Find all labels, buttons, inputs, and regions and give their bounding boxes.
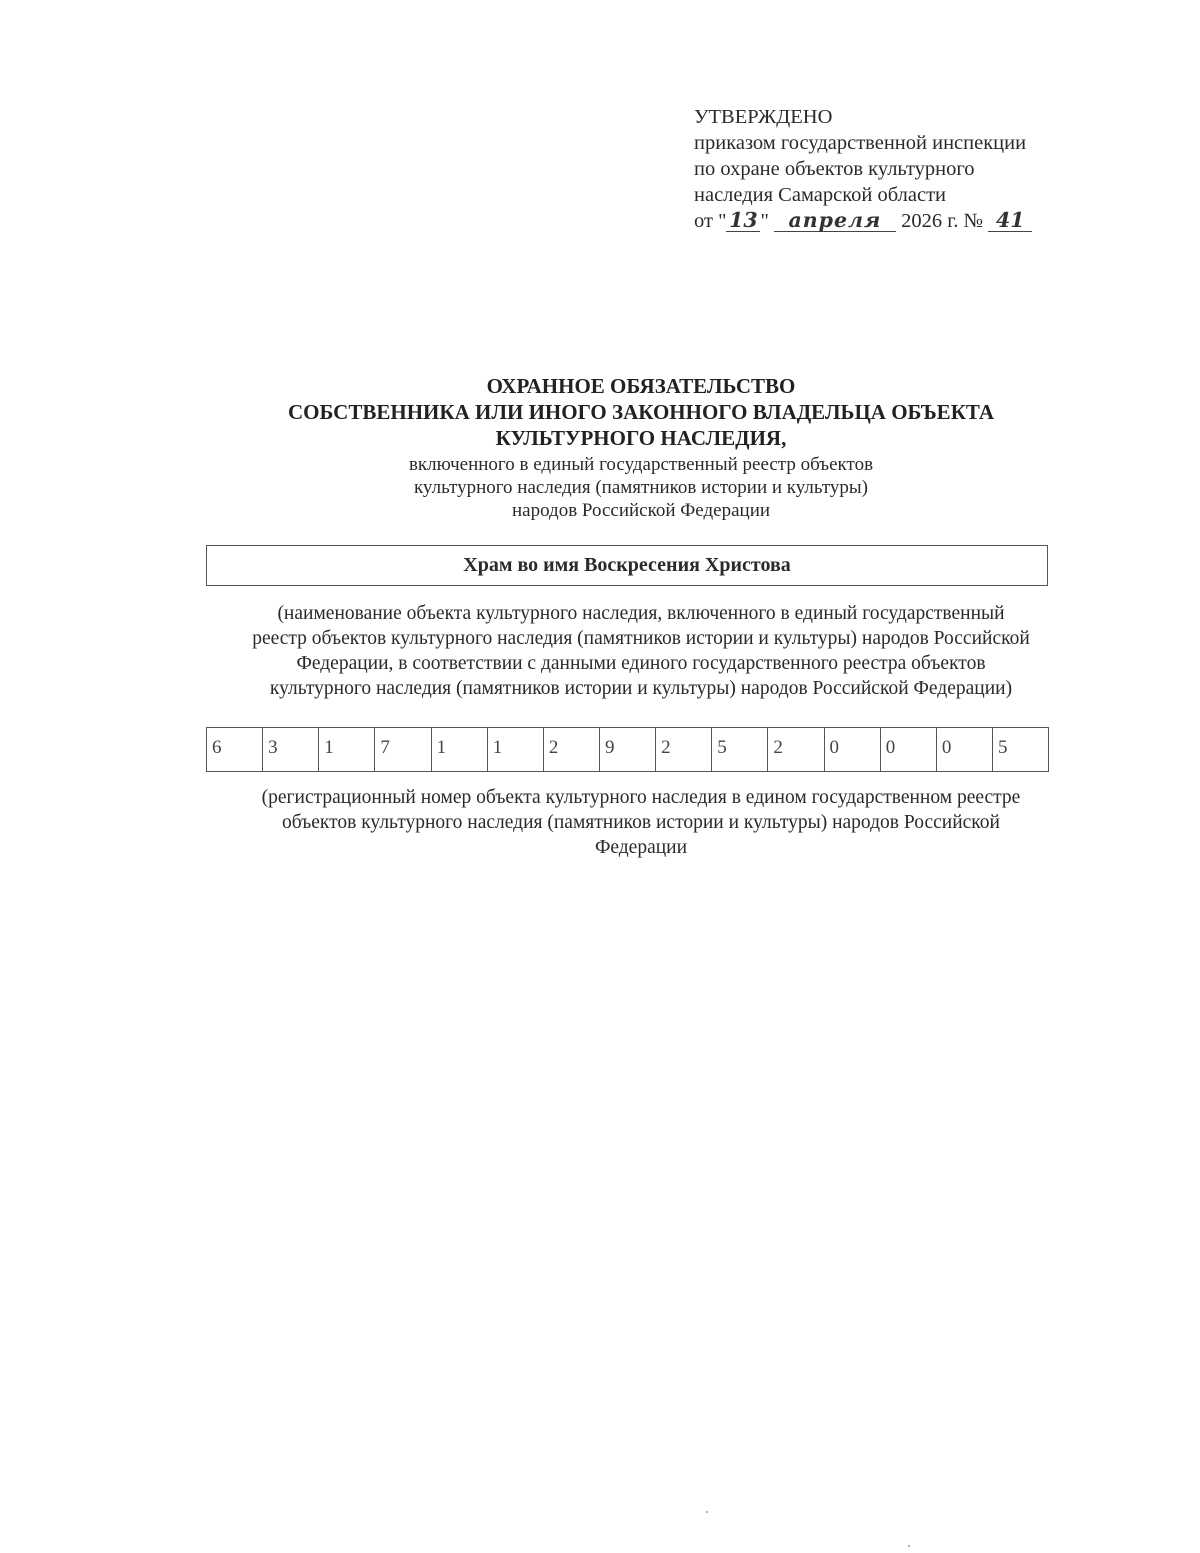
document-title [200,373,1082,451]
caption-line: Федерации, в соответствии с данными единого государственного реестра объектов [296,653,986,674]
reg-digit-cell: 2 [768,728,824,771]
approval-line: по охране объектов культурного [694,158,975,180]
document-subtitle [200,453,1082,522]
object-name-box [206,545,1048,586]
date-prefix: от " [694,210,727,232]
caption-line: Федерации [594,837,688,858]
date-quote: " [760,210,769,232]
reg-digit-cell: 9 [600,728,656,771]
reg-digit-cell: 5 [712,728,768,771]
reg-digit-cell: 3 [263,728,319,771]
subtitle-line: включенного в единый государственный реестр объектов [408,454,874,475]
scan-speck [908,1545,910,1547]
scan-speck [706,1511,708,1513]
subtitle-line: народов Российской Федерации [511,500,771,521]
reg-digit-cell: 1 [319,728,375,771]
approval-line: наследия Самарской области [694,184,947,206]
reg-digit-cell: 0 [881,728,937,771]
handwritten-month: апреля [774,209,896,232]
reg-digit-cell: 1 [488,728,544,771]
caption-line: реестр объектов культурного наследия (памятников истории и культуры) народов Российской [252,628,1030,649]
caption-line: культурного наследия (памятников истории и культуры) народов Российской Федерации) [269,678,1013,699]
year-text: 2026 г. № [901,210,984,232]
approval-heading: УТВЕРЖДЕНО [694,106,833,128]
approval-date-line [694,208,1074,234]
title-line: ОХРАННОЕ ОБЯЗАТЕЛЬСТВО [486,374,796,398]
registration-number-table [206,727,1049,772]
reg-digit-cell: 7 [375,728,431,771]
reg-digit-cell: 0 [825,728,881,771]
caption-line: объектов культурного наследия (памятников истории и культуры) народов Российской [282,812,1000,833]
object-name-caption [200,601,1082,701]
handwritten-order-number: 41 [988,209,1032,232]
approval-line: приказом государственной инспекции [694,132,1027,154]
approval-block [694,104,1074,234]
caption-line: (регистрационный номер объекта культурного наследия в едином государственном реестре [261,787,1021,808]
title-line: СОБСТВЕННИКА ИЛИ ИНОГО ЗАКОННОГО ВЛАДЕЛЬЦА ОБЪЕКТА [287,400,995,424]
reg-digit-cell: 5 [997,737,1008,758]
reg-digit-cell: 6 [207,728,263,771]
object-name: Храм во имя Воскресения Христова [463,554,791,576]
reg-digit-cell: 2 [544,728,600,771]
title-line: КУЛЬТУРНОГО НАСЛЕДИЯ, [495,426,787,450]
reg-digit-cell: 2 [656,728,712,771]
subtitle-line: культурного наследия (памятников истории и культуры) [413,477,869,498]
caption-line: (наименование объекта культурного наследия, включенного в единый государственный [277,603,1005,624]
handwritten-day: 13 [726,209,760,232]
reg-digit-cell: 1 [432,728,488,771]
reg-digit-cell: 0 [937,728,993,771]
registration-caption [200,785,1082,860]
